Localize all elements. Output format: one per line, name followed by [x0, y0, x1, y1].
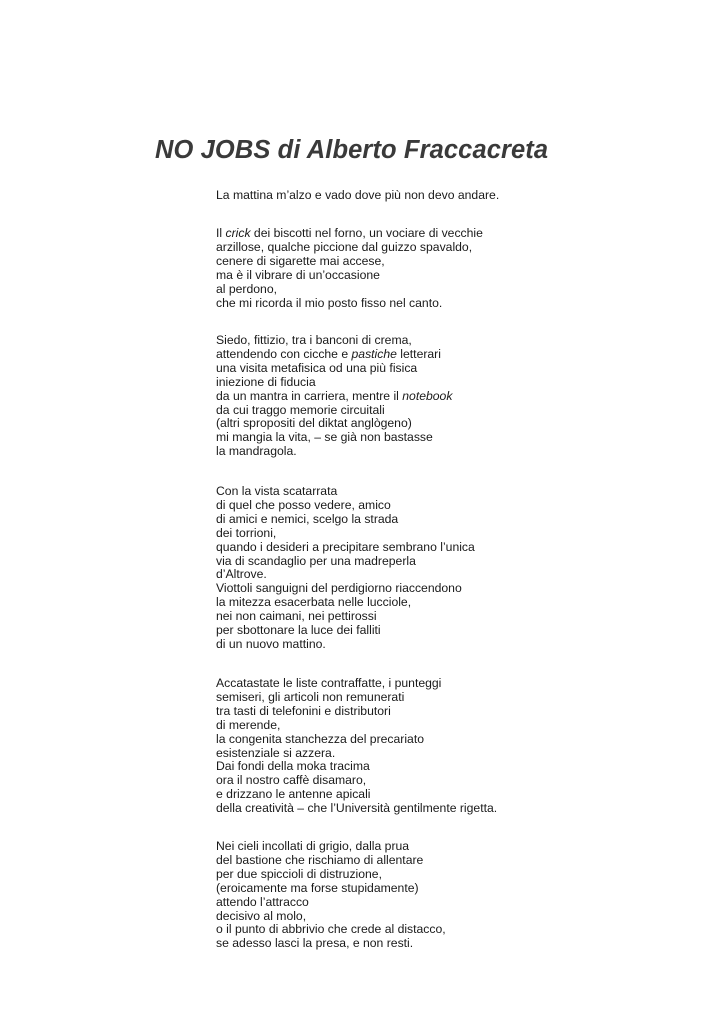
line-text: La mattina m’alzo e vado dove più non devo andare. [216, 188, 500, 202]
poem-line [216, 733, 696, 747]
poem-line [216, 390, 696, 404]
italic-word: pastiche [351, 346, 397, 361]
line-text: attendendo con cicche e [216, 346, 352, 361]
line-text: Dai fondi della moka tracima [216, 759, 370, 774]
poem-line [216, 485, 696, 499]
line-text: cenere di sigarette mai accese, [216, 253, 385, 268]
stanza [216, 227, 696, 310]
line-text: di amici e nemici, scelgo la strada [216, 511, 399, 526]
stanza [216, 485, 696, 652]
poem-line [216, 189, 696, 203]
line-text: Accatastate le liste contraffatte, i punteggi [216, 676, 442, 690]
poem-line [216, 923, 696, 937]
line-text: Con la vista scatarrata [216, 484, 338, 498]
line-text: al perdono, [216, 281, 277, 296]
line-text: (eroicamente ma forse stupidamente) [216, 880, 419, 895]
poem-line [216, 499, 696, 513]
poem-line [216, 555, 696, 569]
line-text: nei non caimani, nei pettirossi [216, 609, 377, 624]
italic-word: crick [225, 226, 251, 240]
poem-line [216, 774, 696, 788]
line-text: e drizzano le antenne apicali [216, 787, 371, 802]
line-text: attendo l’attracco [216, 894, 309, 909]
poem-line [216, 840, 696, 854]
line-text: la mitezza esacerbata nelle lucciole, [216, 595, 412, 610]
line-text: di quel che posso vedere, amico [216, 497, 391, 512]
line-text: ma è il vibrare di un’occasione [216, 267, 380, 282]
line-text: Siedo, fittizio, tra i banconi di crema, [216, 333, 412, 347]
line-text: di un nuovo mattino. [216, 636, 326, 651]
poem-line [216, 896, 696, 910]
line-text: da cui traggo memorie circuitali [216, 402, 385, 417]
line-text: letterari [396, 346, 441, 361]
line-text: Il [216, 226, 226, 240]
poem-line [216, 527, 696, 541]
stanza [216, 334, 696, 459]
poem-line [216, 854, 696, 868]
line-text: Viottoli sanguigni del perdigiorno riaccendono [216, 581, 462, 596]
poem-line [216, 868, 696, 882]
line-text: esistenziale si azzera. [216, 745, 336, 760]
line-text: la congenita stanchezza del precariato [216, 731, 424, 746]
poem-line [216, 624, 696, 638]
line-text: ora il nostro caffè disamaro, [216, 773, 367, 788]
poem-line [216, 882, 696, 896]
poem-line [216, 691, 696, 705]
line-text: la mandragola. [216, 444, 297, 459]
line-text: dei torrioni, [216, 525, 277, 540]
line-text: arzillose, qualche piccione dal guizzo spavaldo, [216, 239, 473, 254]
poem-line [216, 241, 696, 255]
line-text: del bastione che rischiamo di allentare [216, 852, 424, 867]
poem-line [216, 269, 696, 283]
line-text: dei biscotti nel forno, un vociare di vecchie [250, 226, 483, 240]
line-text: (altri spropositi del diktat anglògeno) [216, 416, 412, 431]
poem-line [216, 719, 696, 733]
line-text: semiseri, gli articoli non remunerati [216, 689, 405, 704]
poem-line [216, 638, 696, 652]
poem-line [216, 283, 696, 297]
line-text: della creatività – che l’Università gentilmente rigetta. [216, 801, 498, 816]
poem-line [216, 417, 696, 431]
line-text: da un mantra in carriera, mentre il [216, 388, 403, 403]
line-text: per sbottonare la luce dei falliti [216, 623, 381, 638]
stanza [216, 189, 696, 203]
poem-line [216, 568, 696, 582]
poem-line [216, 910, 696, 924]
poem-line [216, 760, 696, 774]
poem-line [216, 937, 696, 951]
poem-line [216, 227, 696, 241]
poem-line [216, 255, 696, 269]
poem-line [216, 802, 696, 816]
line-text: o il punto di abbrivio che crede al distacco, [216, 922, 446, 937]
poem-line [216, 297, 696, 311]
poem-line [216, 705, 696, 719]
line-text: iniezione di fiducia [216, 374, 316, 389]
line-text: di merende, [216, 717, 281, 732]
poem-line [216, 404, 696, 418]
line-text: se adesso lasci la presa, e non resti. [216, 936, 414, 951]
poem-line [216, 376, 696, 390]
poem-line [216, 445, 696, 459]
poem-line [216, 582, 696, 596]
stanza [216, 840, 696, 951]
italic-word: notebook [402, 388, 453, 403]
stanza [216, 677, 696, 816]
line-text: per due spiccioli di distruzione, [216, 866, 382, 881]
line-text: via di scandaglio per una madreperla [216, 553, 416, 568]
line-text: quando i desideri a precipitare sembrano l’unica [216, 539, 475, 554]
poem-line [216, 677, 696, 691]
line-text: che mi ricorda il mio posto fisso nel canto. [216, 295, 443, 310]
line-text: d’Altrove. [216, 567, 267, 582]
line-text: una visita metafisica od una più fisica [216, 360, 418, 375]
poem-line [216, 362, 696, 376]
poem-line [216, 334, 696, 348]
poem-line [216, 513, 696, 527]
line-text: decisivo al molo, [216, 908, 307, 923]
poem-line [216, 747, 696, 761]
poem-line [216, 788, 696, 802]
poem-line [216, 348, 696, 362]
line-text: tra tasti di telefonini e distributori [216, 703, 391, 718]
poem-line [216, 596, 696, 610]
poem-title: NO JOBS di Alberto Fraccacreta [155, 136, 549, 164]
poem-line [216, 610, 696, 624]
poem-line [216, 541, 696, 555]
line-text: Nei cieli incollati di grigio, dalla prua [216, 839, 410, 853]
line-text: mi mangia la vita, – se già non bastasse [216, 430, 433, 445]
poem-line [216, 431, 696, 445]
